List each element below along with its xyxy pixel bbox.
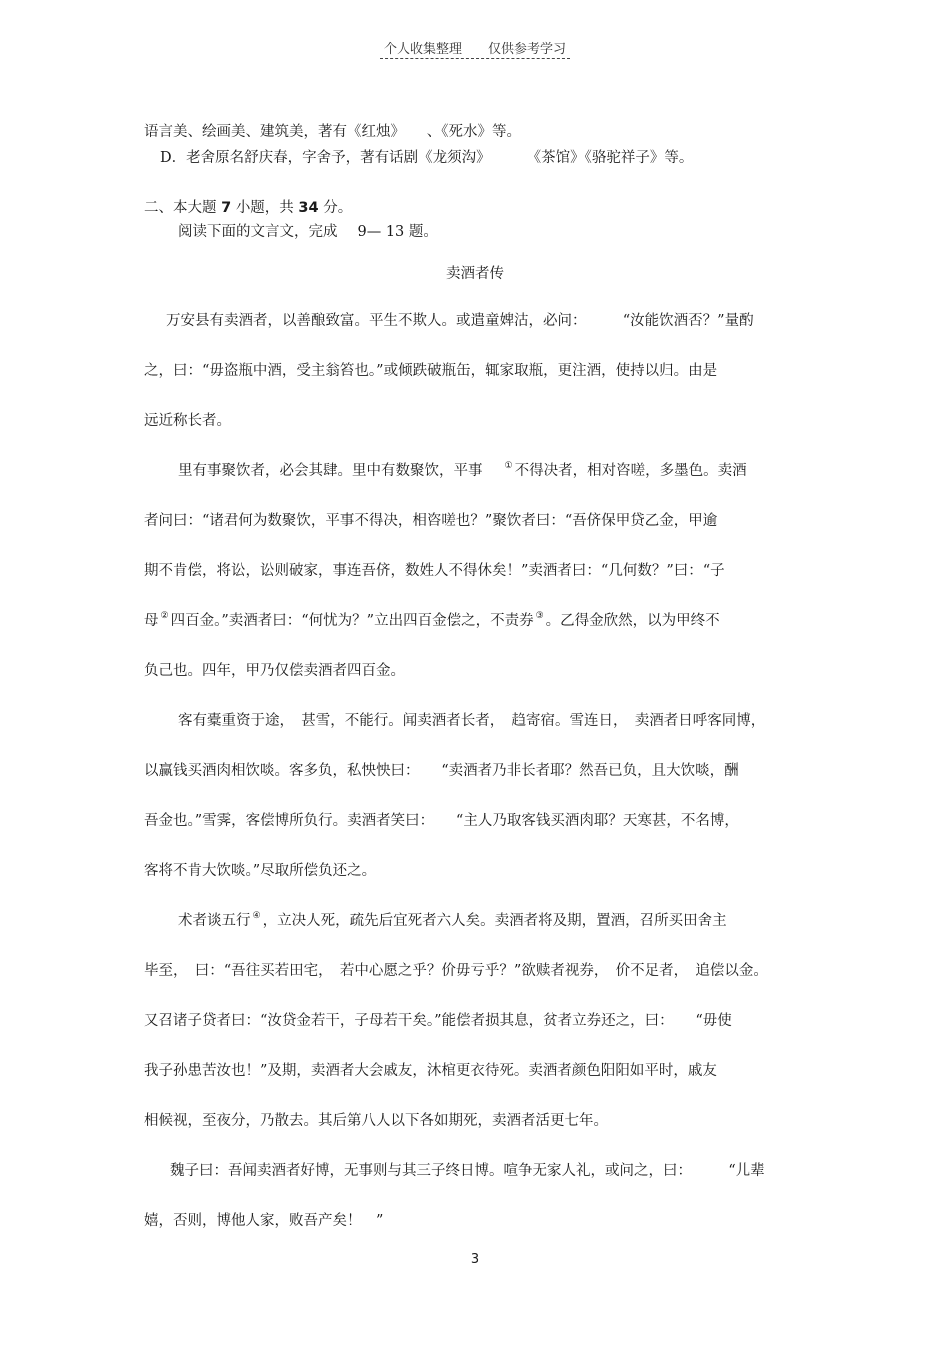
passage-line: 万安县有卖酒者，以善酿致富。平生不欺人。或遣童婢沽，必问： “汝能饮酒否？”量酌 xyxy=(166,313,754,329)
footnote-marker: ① xyxy=(504,461,513,471)
section-2-instruction xyxy=(178,220,438,241)
intro-line-1: 语言美、绘画美、建筑美，著有《红烛》 、《死水》等。 xyxy=(144,124,521,140)
passage-line: 魏子曰：吾闻卖酒者好博，无事则与其三子终日博。喧争无家人礼，或问之，曰： “儿辈 xyxy=(170,1163,765,1179)
passage-line: 以赢钱买酒肉相饮啖。客多负，私怏怏曰： “卖酒者乃非长者耶？然吾已负，且大饮啖，酬 xyxy=(144,763,739,779)
passage-line xyxy=(178,909,727,930)
page-number: 3 xyxy=(470,1252,480,1267)
passage-text: 里有事聚饮者，必会其肆。里中有数聚饮，平事 xyxy=(178,463,483,479)
passage-text: ，立决人死，疏先后宜死者六人矣。卖酒者将及期，置酒，召所买田舍主 xyxy=(262,913,727,929)
passage-line: 远近称长者。 xyxy=(144,413,231,429)
passage-text: 术者谈五行 xyxy=(178,913,251,929)
footnote-marker: ④ xyxy=(252,911,261,921)
header-divider xyxy=(380,58,570,59)
passage-text: 四百金。”卖酒者曰：“何忧为？”立出四百金偿之，不责券 xyxy=(170,613,534,629)
option-d-suffix: 《茶馆》《骆驼祥子》等。 xyxy=(526,150,694,166)
passage-line: 毕至， 曰：“吾往买若田宅， 若中心愿之乎？价毋亏乎？”欲赎者视券， 价不足者， 追偿以金。 xyxy=(144,963,768,979)
passage-text: 。乙得金欣然，以为甲终不 xyxy=(545,613,720,629)
header-left-text: 个人收集整理 xyxy=(383,42,462,57)
footnote-marker: ② xyxy=(160,611,169,621)
section-2-heading xyxy=(144,196,352,217)
passage-line xyxy=(178,459,747,480)
section-2-score: 34 xyxy=(298,200,319,216)
passage-title: 卖酒者传 xyxy=(446,266,504,282)
passage-line xyxy=(144,609,720,630)
section-2-count: 7 xyxy=(221,200,232,216)
header-right-text: 仅供参考学习 xyxy=(488,42,567,57)
passage-line: 相候视，至夜分，乃散去。其后第八人以下各如期死，卖酒者活更七年。 xyxy=(144,1113,608,1129)
passage-line: 吾金也。”雪霁，客偿博所负行。卖酒者笑曰： “主人乃取客钱买酒肉耶？天寒甚，不名博， xyxy=(144,813,739,829)
section-2-prefix: 二、本大题 xyxy=(144,200,217,216)
passage-text: 不得决者，相对咨嗟，多墨色。卖酒 xyxy=(514,463,747,479)
section-2-mid: 小题，共 xyxy=(235,200,294,216)
passage-line: 负己也。四年，甲乃仅偿卖酒者四百金。 xyxy=(144,663,405,679)
option-d-prefix: D．老舍原名舒庆春，字舍予，著有话剧《龙须沟》 xyxy=(160,150,491,166)
instruction-text-a: 阅读下面的文言文，完成 xyxy=(178,224,338,240)
passage-line: 期不肯偿，将讼，讼则破家，事连吾侪，数姓人不得休矣！”卖酒者曰：“几何数？”曰：“子 xyxy=(144,563,725,579)
passage-line: 客有橐重资于途， 甚雪，不能行。闻卖酒者长者， 趋寄宿。雪连日， 卖酒者日呼客同博， xyxy=(178,713,766,729)
footnote-marker: ③ xyxy=(535,611,544,621)
passage-line: 又召诸子贷者曰：“汝贷金若干，子母若干矣。”能偿者损其息，贫者立券还之，曰： “毋使 xyxy=(144,1013,732,1029)
passage-line: 之，曰：“毋盗瓶中酒，受主翁笞也。”或倾跌破瓶缶，辄家取瓶，更注酒，使持以归。由是 xyxy=(144,363,718,379)
option-d xyxy=(160,146,693,167)
passage-text: 母 xyxy=(144,613,159,629)
passage-line: 者问曰：“诸君何为数聚饮，平事不得决，相咨嗟也？”聚饮者曰：“吾侪保甲贷乙金，甲逾 xyxy=(144,513,718,529)
page-header xyxy=(0,38,950,57)
instruction-text-b: 题。 xyxy=(408,224,438,240)
passage-line: 嬉，否则，博他人家，败吾产矣！ ” xyxy=(144,1213,384,1229)
passage-line: 客将不肯大饮啖。”尽取所偿负还之。 xyxy=(144,863,377,879)
passage-line: 我子孙患苦汝也！”及期，卖酒者大会戚友，沐棺更衣待死。卖酒者颜色阳阳如平时，戚友 xyxy=(144,1063,717,1079)
section-2-suffix: 分。 xyxy=(323,200,353,216)
instruction-range: 9— 13 xyxy=(357,224,405,240)
